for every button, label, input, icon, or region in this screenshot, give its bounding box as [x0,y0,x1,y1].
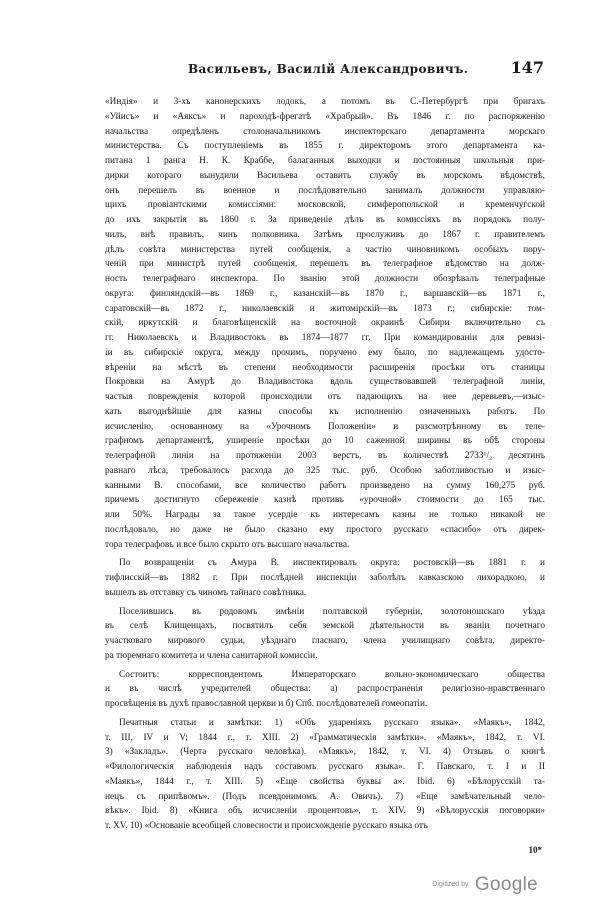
text-line: «Уйисъ» и «Аяксъ» и пароходѣ-фрегатѣ «Храбрый». Въ 1846 г. по распоряженію [105,111,545,122]
text-line: въ селѣ Клищенцахъ, посвятилъ себя земской дѣятельности въ званіи почетнаго [105,621,545,632]
text-line: округа: финляндскій—въ 1869 г., казанскій—въ 1870 г., варшавскій—въ 1871 г., [105,288,545,299]
signature-mark: 10* [528,845,542,855]
paragraph [105,716,545,834]
watermark-brand: Google [474,874,538,895]
text-line: вѣкъ». Ibid. 8) «Книга объ исчисленіи процентовъ», т. XIV. 9) «Бѣлорусскія поговорки» [105,806,545,817]
text-line: «Маякъ», 1844 г., т. XIII. 5) «Еще свойства буквы а». Ibid. 6) «Бѣлорусскій та- [105,776,545,787]
text-line: дѣлъ совѣта министерства путей сообщенія, а частію чиновникомъ особыхъ пору- [105,244,545,255]
paragraph [105,605,545,664]
text-line: причемъ достигнуто сбереженіе казнѣ противъ «урочной» стоимости до 165 тыс. [105,495,545,506]
text-line: питана 1 ранга Н. К. Краббе, балаганныя выходки и постоянныя школьныя при- [105,156,545,166]
page-number: 147 [510,58,544,77]
digitized-by-google-watermark [432,874,538,896]
text-line: ра тюремнаго комитета и члена санитарной комиссіи. [105,650,318,661]
text-line: Покровки на Амурѣ до Владивостока вдоль существовавшей телеграфной линіи, [105,377,545,388]
text-line: участковаго мирового судьи, уѣзднаго гласнаго, члена училищнаго совѣта, директо- [105,636,545,646]
text-line: или 50%. Награды за такое усердіе къ интересамъ казны не только никакой не [105,510,545,520]
running-head: Васильевъ, Василій Александровичъ. [188,62,469,76]
text-line: іи въ сибирскіе округа, между прочимъ, поручено ему было, по надлежащемъ удосто- [105,347,545,358]
text-line: т. III, IV и V; 1844 г., т. XIII. 2) «Грамматическія замѣтки». «Маякъ», 1842, т. VI. [105,732,545,743]
text-line: министерства. Съ поступленіемъ въ 1855 г. директоромъ этого департамента ка- [105,141,545,152]
text-line: равнаго лѣса, требовалось расхода до 325 тыс. руб. Особою заботливостью и изыс- [105,465,545,476]
paragraph [105,668,545,712]
text-line: кать выгоднѣйшіе для казны способы къ исполненію означенныхъ работъ. По [105,406,545,417]
text-line: вышелъ въ отставку съ чиномъ тайнаго совѣтника. [105,587,307,598]
text-line: саратовскій—въ 1872 г., николаевскій и житомірскій—въ 1873 г.; сибирскіе: том- [105,303,545,314]
text-line: тора телеграфовъ и все было скрыто отъ высшаго начальства. [105,539,350,550]
text-line: просвѣщенія въ духѣ православной церкви и б) Спб. послѣдователей гомеопатіи. [105,699,428,709]
text-line: чилъ, внѣ правилъ, чинъ полковника. Затѣмъ прослуживъ до 1867 г. правителемъ [105,229,545,240]
body-text [105,95,545,834]
text-line: тифлисскій—въ 1882 г. При послѣдней инспекціи заболѣлъ кавказскою лихорадкою, и [105,573,545,583]
text-line: т. XV. 10) «Основаніе всеобщей словесности и происхожденіе русскаго языка отъ [105,821,428,831]
page-header [108,58,548,84]
text-line: Поселившись въ родовомъ имѣніи полтавской губерніи, золотоношскаго уѣзда [119,606,545,617]
paragraph [105,556,545,600]
text-line: 3) «Закладъ». (Черта русскаго человѣка). «Маякъ», 1842, т. VI. 4) Отзывъ о книгѣ [105,747,545,758]
text-line: Состоитъ: корреспондентомъ Императорскаго вольно-экономическаго общества [119,669,545,680]
text-line: нецъ съ припѣвомъ». (Подъ псевдонимомъ А. Овичъ). 7) «Еще замѣчательный чело- [105,791,545,802]
text-line: послѣдовало, но даже не было сказано ему простого русскаго «спасибо» отъ дирек- [105,524,545,535]
text-line: дирки котораго вынудили Васильева оставить службу въ морскомъ вѣдомствѣ, [105,170,545,181]
watermark-prefix: Digitized by [432,881,469,888]
text-line: скій, иркутскій и благовѣщенскій на восточной окраинѣ Сибири включительно съ [105,318,545,329]
paragraph [105,95,545,552]
text-line: «Филологическія наблюденія надъ составомъ русскаго языка». Г. Павскаго, т. I и II [105,762,545,772]
text-line: графномъ департаментѣ, уширеніе просѣки до 10 саженной ширины въ обѣ стороны [105,436,545,447]
text-line: По возвращеніи съ Амура В. инспектировалъ округа: ростовскій—въ 1881 г. и [119,558,545,569]
text-line: Печатныя статьи и замѣтки: 1) «Объ удареніяхъ русскаго языка». «Маякъ», 1842, [119,717,545,728]
text-line: частыя поврежденія которой происходили отъ падающихъ на нее деревьевъ,—изыс- [105,392,545,402]
text-line: и въ числѣ учредителей общества: а) распространенія религіозно-нравственнаго [105,684,545,695]
text-line: ченій при министрѣ путей сообщенія, перешелъ въ телеграфное вѣдомство на долж- [105,259,545,270]
text-line: до ихъ закрытія въ 1860 г. За приведеніе дѣлъ въ комиссіяхъ въ порядокъ полу- [105,215,545,225]
text-line: щихъ провіантскими комиссіями: московской, симферопольской и кременчугской [105,200,545,211]
text-line: вѣреніи на мѣстѣ въ степени необходимости расширенія просѣки отъ станицы [105,362,545,373]
text-line: начальства опредѣленъ столоначальникомъ инспекторскаго департамента морскаго [105,126,545,137]
text-line: онъ перешелъ въ военное и послѣдовательно занималъ должности управляю- [105,185,545,196]
text-line: «Индія» и 3-хъ канонерскихъ лодокъ, а потомъ въ С.-Петербургѣ при бригахъ [105,97,545,107]
text-line: ность телеграфнаго инспектора. По званію этой должности обозрѣвалъ телеграфные [105,274,545,284]
text-line: гг. Николаевскъ и Владивостокъ въ 1874—1877 гг. При командированіи для ревизі- [105,333,545,343]
text-line: исчисленію, основанному на «Урочномъ Положеніи» и разсмотрѣнному въ теле- [105,421,545,432]
text-line: телеграфной линіи на протяженіи 2003 верстъ, въ количествѣ 2733¹/₂ десятинъ [105,451,545,461]
text-line: канными В. способами, все количество работъ произведено на сумму 160,275 руб. [105,480,545,491]
